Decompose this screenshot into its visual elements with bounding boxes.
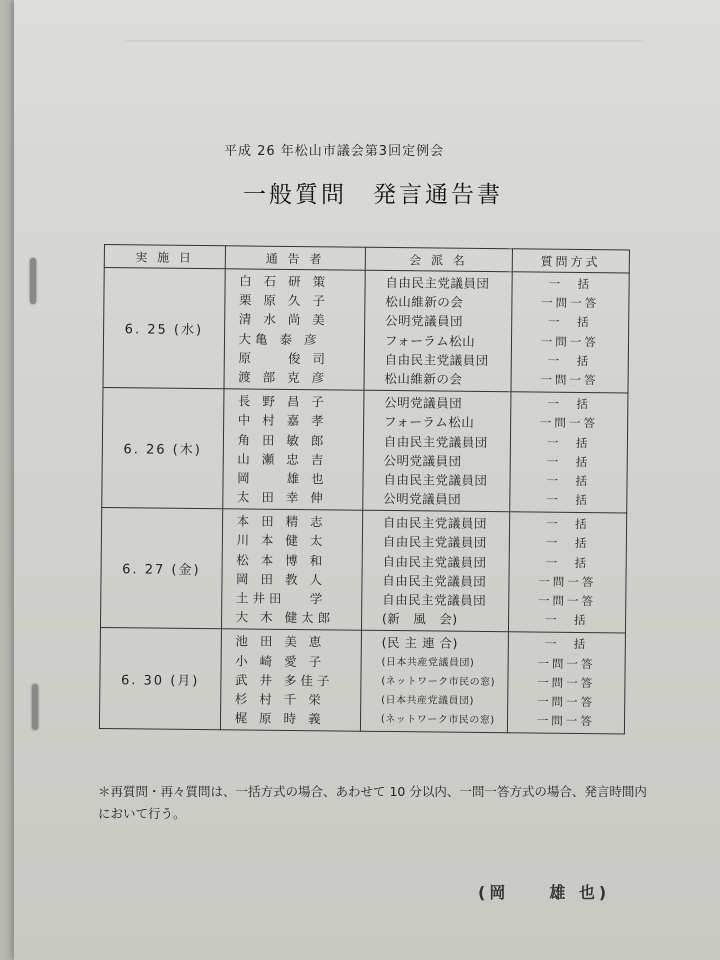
party-name: (ネットワーク市民の窓) bbox=[380, 714, 495, 727]
party-name: フォーラム松山 bbox=[383, 414, 475, 431]
method-list bbox=[511, 272, 630, 393]
party-name: 公明党議員団 bbox=[384, 313, 464, 330]
session-header: 平成 26 年松山市議会第3回定例会 bbox=[224, 144, 445, 159]
session-date: 6. 30 (月) bbox=[99, 628, 221, 730]
speaker-name: 原 俊 司 bbox=[238, 350, 329, 367]
question-method: 一 括 bbox=[546, 516, 590, 532]
question-method: 一問一答 bbox=[536, 713, 595, 729]
session-date: 6. 25 (水) bbox=[103, 268, 225, 389]
day-group-row bbox=[102, 388, 628, 514]
speaker-name: 中 村 嘉 孝 bbox=[237, 412, 328, 429]
day-group-row bbox=[100, 508, 626, 634]
col-date-header: 実 施 日 bbox=[104, 245, 225, 269]
question-method: 一 括 bbox=[545, 555, 590, 570]
party-name: 自由民主党議員団 bbox=[382, 572, 487, 589]
speaker-name: 白 石 研 策 bbox=[239, 273, 330, 290]
party-name: 公明党議員団 bbox=[384, 395, 463, 411]
speaker-list bbox=[222, 389, 364, 511]
speaker-name: 清 水 尚 美 bbox=[238, 311, 329, 328]
speaker-name: 長 野 昌 子 bbox=[237, 393, 328, 410]
party-name: (日本共産党議員団) bbox=[381, 694, 474, 707]
question-method: 一 括 bbox=[548, 276, 593, 292]
speaker-name: 渡 部 克 彦 bbox=[238, 369, 329, 386]
party-name: (ネットワーク市民の窓) bbox=[381, 675, 496, 688]
party-name: 松山維新の会 bbox=[384, 370, 463, 387]
day-group-row bbox=[99, 628, 625, 734]
question-method: 一問一答 bbox=[537, 593, 597, 609]
col-method-header: 質問方式 bbox=[512, 249, 630, 273]
speaker-name: 岡 田 教 人 bbox=[236, 571, 327, 588]
party-list bbox=[361, 510, 509, 632]
method-list bbox=[508, 512, 627, 633]
speaker-name: 大 木 健太郎 bbox=[235, 609, 335, 626]
party-name: 自由民主党議員団 bbox=[382, 534, 487, 551]
question-method: 一問一答 bbox=[540, 372, 599, 388]
party-name: 自由民主党議員団 bbox=[385, 274, 490, 292]
speaker-name: 本 田 精 志 bbox=[236, 513, 327, 530]
speaker-name: 栗 原 久 子 bbox=[238, 292, 329, 309]
question-method: 一 括 bbox=[545, 612, 589, 628]
party-name: (日本共産党議員団) bbox=[381, 656, 475, 669]
question-method: 一問一答 bbox=[541, 295, 600, 311]
session-date: 6. 26 (木) bbox=[102, 388, 224, 509]
speaker-name: 角 田 敏 郎 bbox=[237, 431, 328, 448]
speaker-name: 岡 雄 也 bbox=[237, 470, 328, 487]
speaker-name: 松 本 博 和 bbox=[236, 552, 327, 568]
question-method: 一問一答 bbox=[537, 656, 596, 671]
speaker-name: 小 崎 愛 子 bbox=[235, 652, 326, 669]
party-name: (民 主 連 合) bbox=[381, 635, 458, 652]
col-speaker-header: 通 告 者 bbox=[225, 246, 366, 270]
question-method: 一 括 bbox=[546, 435, 591, 450]
question-method: 一問一答 bbox=[538, 574, 597, 589]
question-method: 一 括 bbox=[546, 454, 591, 469]
staple-top bbox=[30, 258, 36, 304]
speaker-list bbox=[224, 269, 366, 391]
method-list bbox=[509, 392, 628, 513]
day-group-row bbox=[103, 268, 629, 394]
speaker-list bbox=[220, 629, 361, 731]
party-list bbox=[364, 270, 512, 392]
document-title: 一般質問 発言通告書 bbox=[243, 182, 503, 208]
party-list bbox=[360, 631, 508, 733]
party-list bbox=[363, 390, 511, 512]
party-name: 自由民主党議員団 bbox=[384, 351, 489, 368]
party-name: 公明党議員団 bbox=[383, 491, 462, 507]
question-method: 一問一答 bbox=[536, 694, 596, 710]
speaker-name: 杉 村 千 栄 bbox=[234, 691, 325, 708]
schedule-table bbox=[99, 244, 630, 735]
session-date: 6. 27 (金) bbox=[100, 508, 222, 629]
question-method: 一問一答 bbox=[537, 675, 596, 690]
signature-name: (岡 雄 也) bbox=[478, 883, 611, 902]
method-list bbox=[507, 632, 626, 734]
party-name: フォーラム松山 bbox=[384, 332, 476, 349]
speaker-name: 山 瀬 忠 吉 bbox=[237, 451, 328, 468]
staple-bottom bbox=[32, 684, 38, 730]
party-name: 自由民主党議員団 bbox=[383, 471, 488, 488]
speaker-list bbox=[221, 509, 363, 631]
speaker-name: 池 田 美 恵 bbox=[235, 633, 326, 650]
speaker-name: 川 本 健 太 bbox=[236, 532, 327, 549]
speaker-name: 武 井 多佳子 bbox=[234, 672, 334, 689]
question-method: 一 括 bbox=[546, 492, 590, 508]
speaker-name: 梶 原 時 義 bbox=[234, 710, 325, 727]
party-name: 松山維新の会 bbox=[385, 294, 464, 310]
question-method: 一 括 bbox=[544, 637, 589, 652]
question-method: 一 括 bbox=[545, 536, 590, 551]
question-method: 一 括 bbox=[546, 473, 591, 488]
question-method: 一問一答 bbox=[540, 334, 599, 349]
footnote: ＊再質問・再々質問は、一括方式の場合、あわせて 10 分以内、一問一答方式の場合、発言時間内において行う。 bbox=[98, 784, 647, 821]
party-name: 公明党議員団 bbox=[383, 452, 462, 469]
question-method: 一 括 bbox=[547, 353, 592, 368]
question-method: 一 括 bbox=[548, 315, 592, 330]
col-party-header: 会 派 名 bbox=[365, 247, 512, 272]
party-name: 自由民主党議員団 bbox=[383, 433, 488, 450]
speaker-name: 太 田 幸 伸 bbox=[236, 489, 327, 506]
speaker-name: 大亀 泰 彦 bbox=[238, 330, 321, 347]
question-method: 一 括 bbox=[547, 396, 591, 412]
party-name: 自由民主党議員団 bbox=[382, 591, 487, 609]
party-name: 自由民主党議員団 bbox=[382, 553, 487, 570]
party-name: (新 風 会) bbox=[381, 611, 458, 627]
speaker-name: 土井田 学 bbox=[235, 590, 327, 607]
party-name: 自由民主党議員団 bbox=[382, 515, 488, 532]
question-method: 一問一答 bbox=[539, 415, 598, 431]
